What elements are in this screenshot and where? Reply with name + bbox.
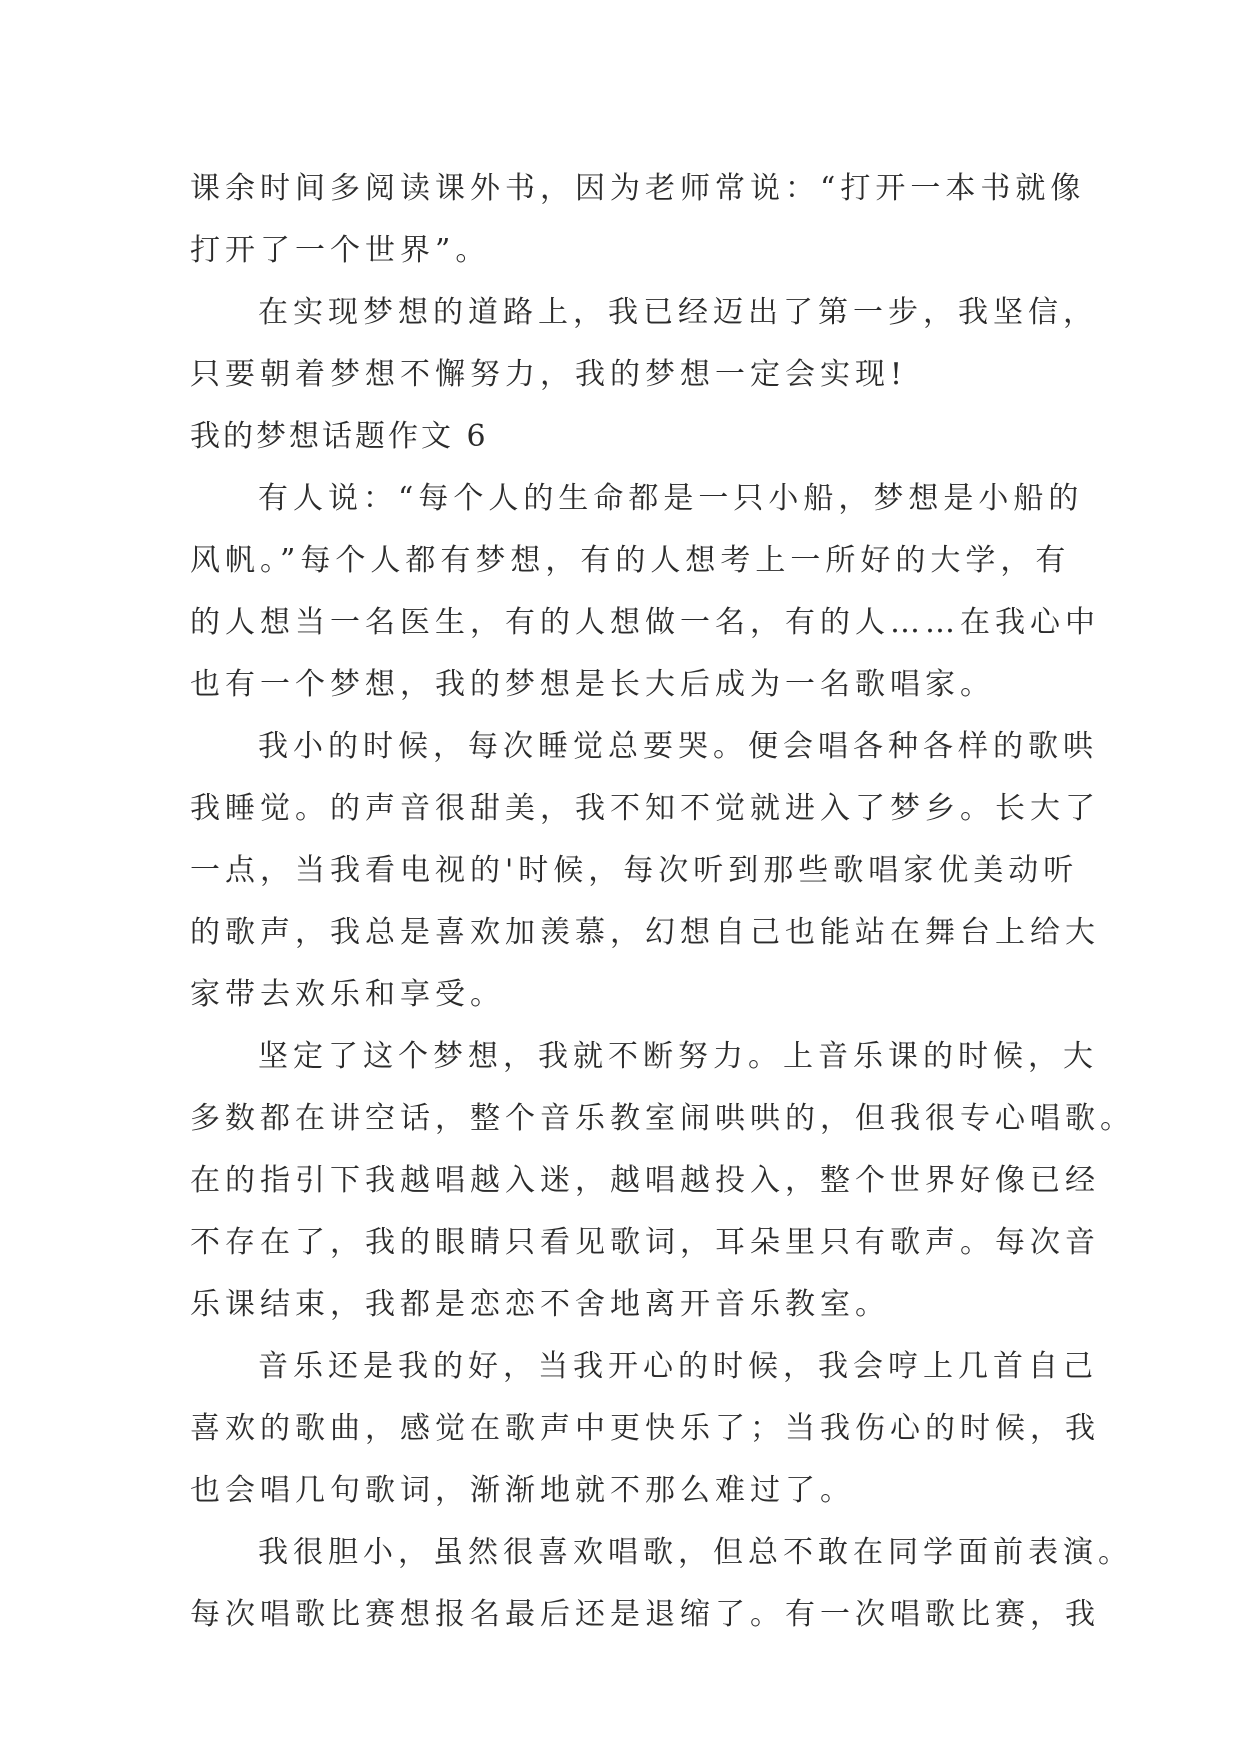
document-body	[190, 158, 1135, 1646]
text-line: 坚定了这个梦想，我就不断努力。上音乐课的时候，大	[258, 1039, 1098, 1074]
text-line: 课余时间多阅读课外书，因为老师常说：“打开一本书就像	[190, 171, 1086, 206]
text-line: 也有一个梦想，我的梦想是长大后成为一名歌唱家。	[190, 667, 995, 702]
text-line: 多数都在讲空话，整个音乐教室闹哄哄的，但我很专心唱歌。	[190, 1101, 1135, 1136]
text-line: 我睡觉。的声音很甜美，我不知不觉就进入了梦乡。长大了	[190, 791, 1100, 826]
text-line: 打开了一个世界”。	[190, 233, 491, 268]
text-line: 在实现梦想的道路上，我已经迈出了第一步，我坚信，	[258, 295, 1098, 330]
text-line: 我小的时候，每次睡觉总要哭。便会唱各种各样的歌哄	[258, 729, 1098, 764]
text-line: 家带去欢乐和享受。	[190, 977, 505, 1012]
text-line: 只要朝着梦想不懈努力，我的梦想一定会实现!	[190, 357, 908, 392]
text-line: 一点，当我看电视的'时候，每次听到那些歌唱家优美动听	[190, 853, 1079, 888]
text-line: 的歌声，我总是喜欢加羡慕，幻想自己也能站在舞台上给大	[190, 915, 1100, 950]
text-line: 风帆。”每个人都有梦想，有的人想考上一所好的大学，有	[190, 543, 1071, 578]
text-line: 有人说：“每个人的生命都是一只小船，梦想是小船的	[258, 481, 1084, 516]
text-line: 我很胆小，虽然很喜欢唱歌，但总不敢在同学面前表演。	[258, 1535, 1133, 1570]
text-line: 乐课结束，我都是恋恋不舍地离开音乐教室。	[190, 1287, 890, 1322]
text-line: 喜欢的歌曲，感觉在歌声中更快乐了；当我伤心的时候，我	[190, 1411, 1100, 1446]
text-line: 也会唱几句歌词，渐渐地就不那么难过了。	[190, 1473, 855, 1508]
section-heading: 我的梦想话题作文 6	[190, 419, 489, 454]
text-line: 的人想当一名医生，有的人想做一名，有的人……在我心中	[190, 605, 1100, 640]
text-line: 每次唱歌比赛想报名最后还是退缩了。有一次唱歌比赛，我	[190, 1597, 1100, 1632]
text-line: 不存在了，我的眼睛只看见歌词，耳朵里只有歌声。每次音	[190, 1225, 1100, 1260]
text-line: 音乐还是我的好，当我开心的时候，我会哼上几首自己	[258, 1349, 1098, 1384]
text-line: 在的指引下我越唱越入迷，越唱越投入，整个世界好像已经	[190, 1163, 1100, 1198]
